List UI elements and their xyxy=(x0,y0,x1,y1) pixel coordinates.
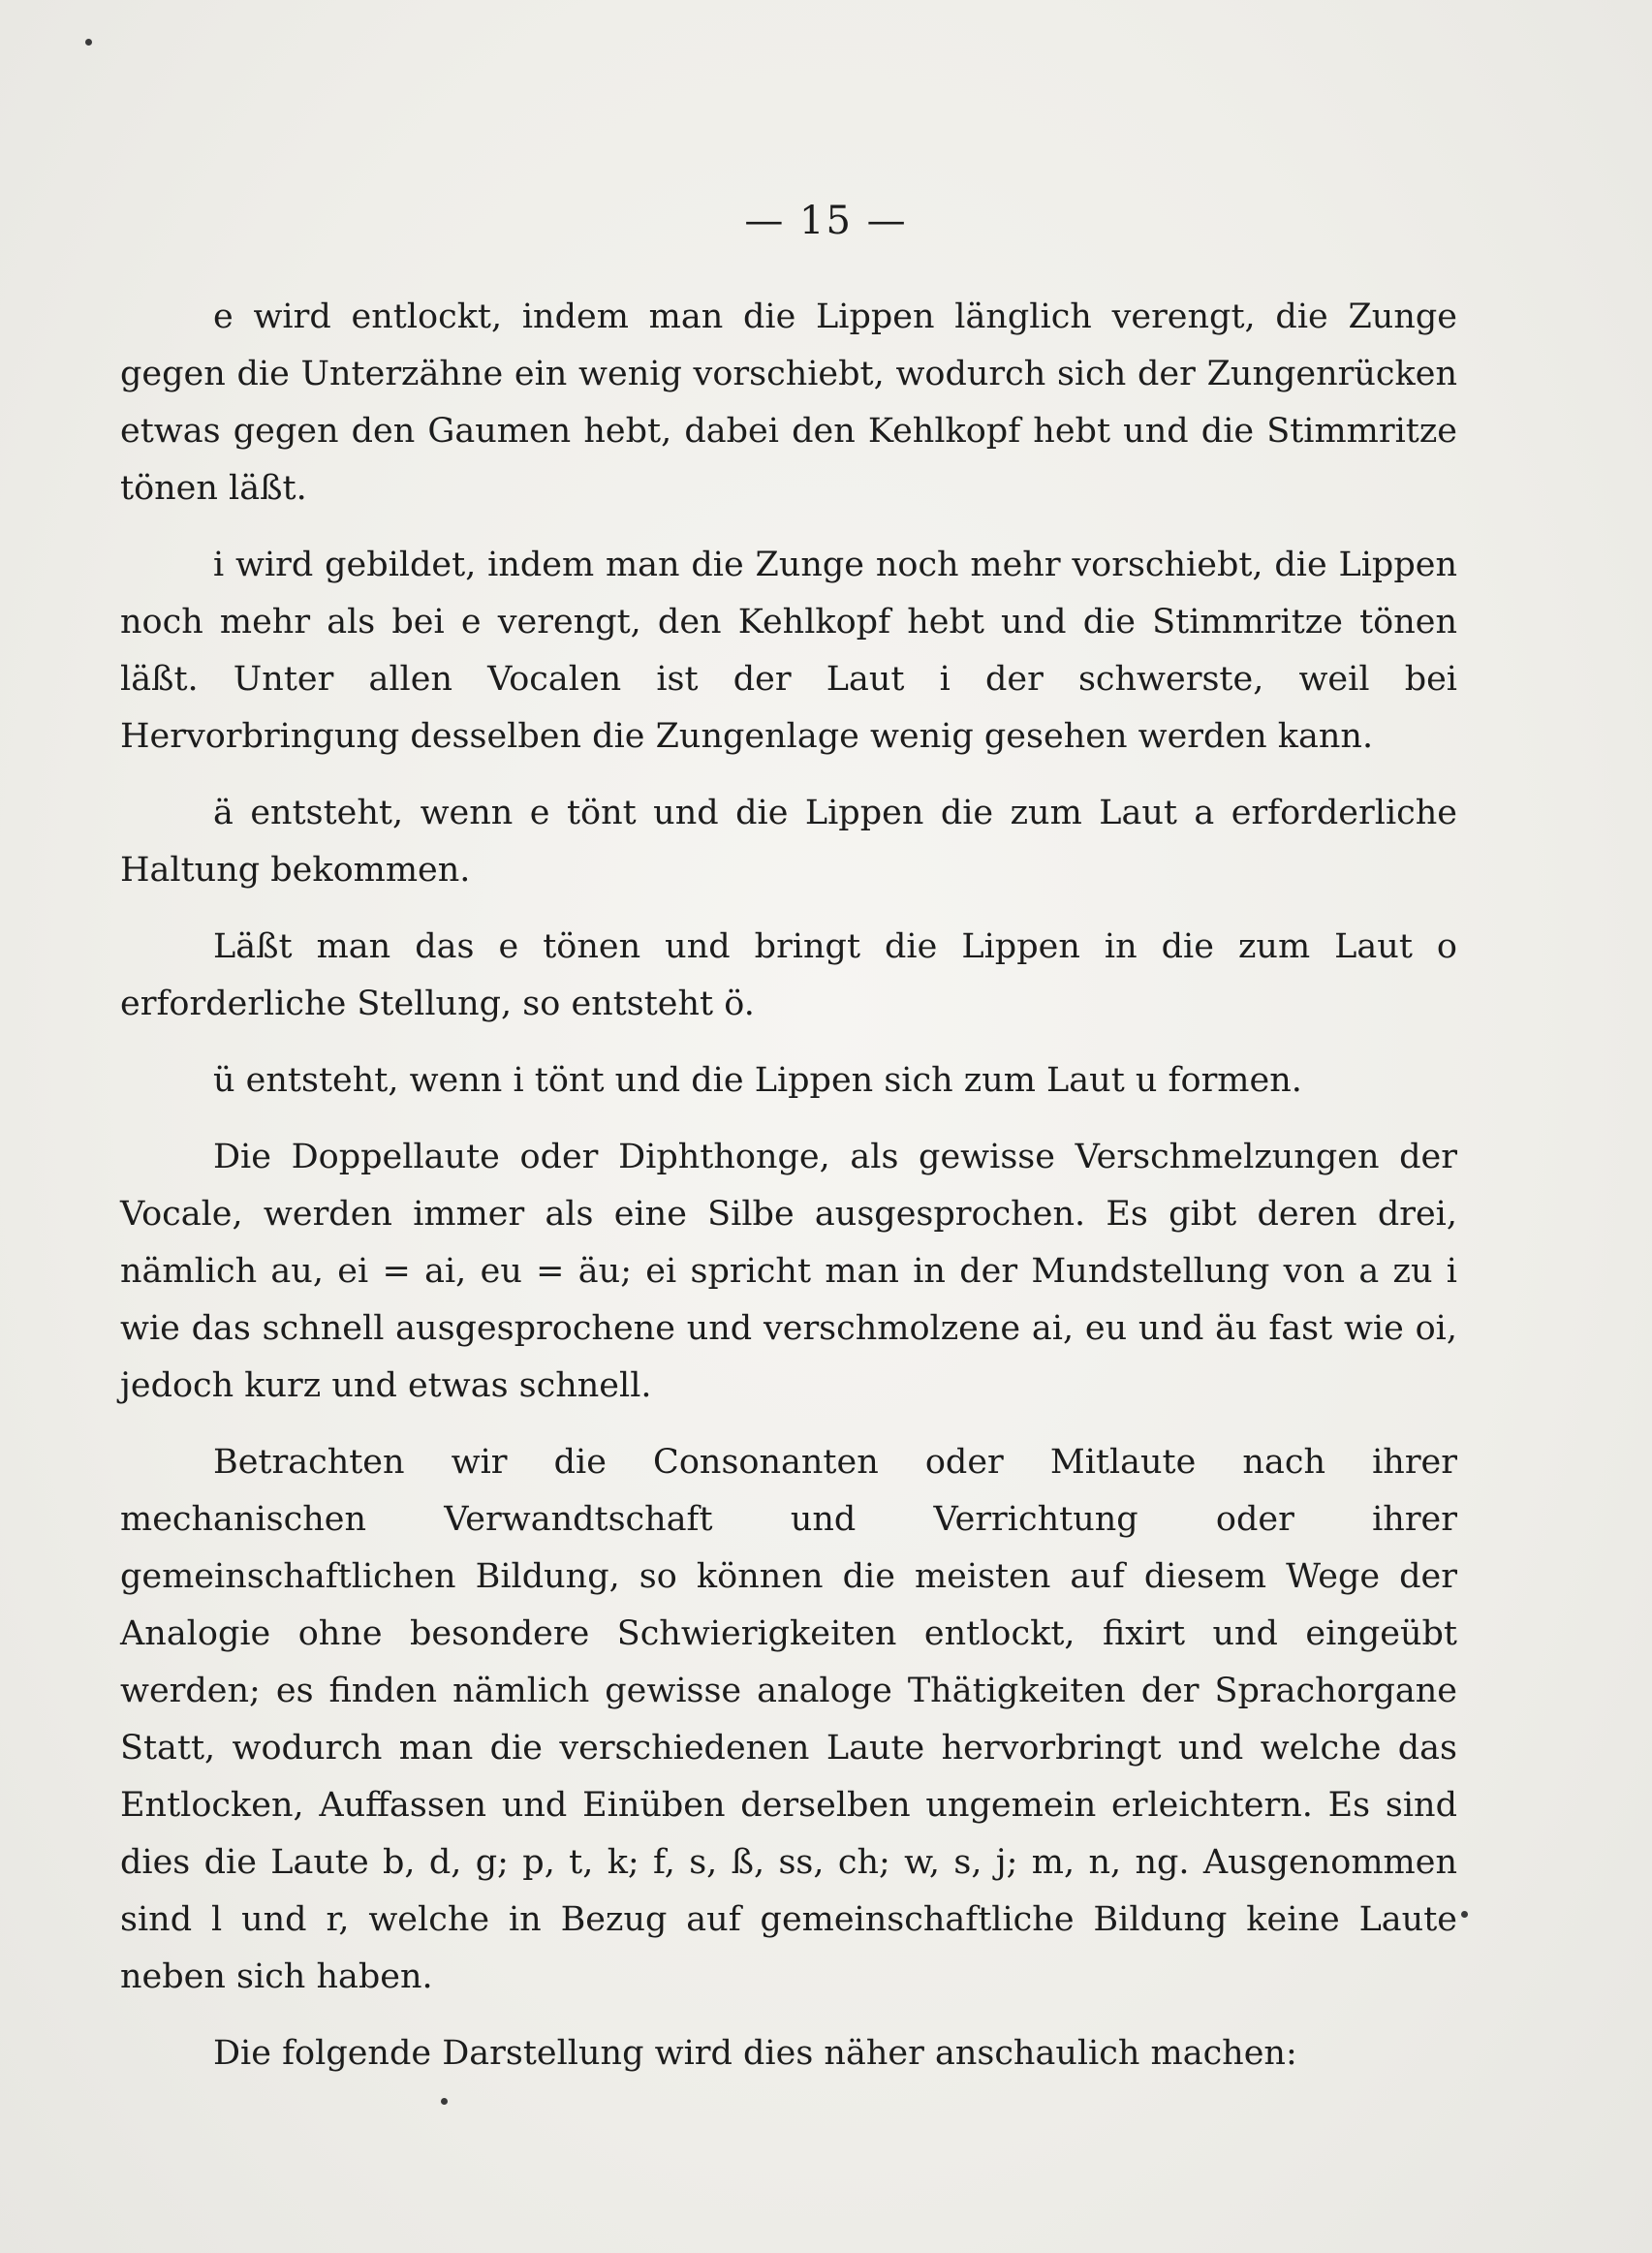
paper-speck xyxy=(441,2098,448,2105)
paragraph-umlaut-o: Läßt man das e tönen und bringt die Lippen in die zum Laut o erforderliche Stellung, so entsteht ö. xyxy=(120,927,1457,1023)
paragraph-consonants: Betrachten wir die Consonanten oder Mitlaute nach ihrer mechanischen Verwandtschaft und Verrichtung oder ihrer gemeinschaftlichen Bildung, so können die meisten auf diesem Wege der Analogie ohne besondere Schwierigkeiten entlockt, fixirt und eingeübt werden; es finden nämlich gewisse analoge Thätigkeiten der Sprachorgane Statt, wodurch man die verschiedenen Laute hervorbringt und welche das Entlocken, Auffassen und Einüben derselben ungemein erleichtern. Es sind dies die Laute b, d, g; p, t, k; f, s, ß, ss, ch; w, s, j; m, n, ng. Ausgenommen sind l und r, welche in Bezug auf gemeinschaftliche Bildung keine Laute neben sich haben. xyxy=(120,1443,1457,1996)
paper-speck xyxy=(85,39,92,46)
paper-speck xyxy=(1461,1911,1468,1918)
body-text xyxy=(120,289,1457,2102)
paragraph-closing: Die folgende Darstellung wird dies näher anschaulich machen: xyxy=(213,2034,1297,2073)
paragraph-diphthongs: Die Doppellaute oder Diphthonge, als gewisse Verschmelzungen der Vocale, werden immer als eine Silbe ausgesprochen. Es gibt deren drei, nämlich au, ei = ai, eu = äu; ei spricht man in der Mundstellung von a zu i wie das schnell ausgesprochene und verschmolzene ai, eu und äu fast wie oi, jedoch kurz und etwas schnell. xyxy=(120,1138,1457,1405)
page-number: — 15 — xyxy=(744,199,908,243)
paragraph-umlaut-u: ü entsteht, wenn i tönt und die Lippen sich zum Laut u formen. xyxy=(213,1061,1302,1100)
paragraph-vowel-i: i wird gebildet, indem man die Zunge noch mehr vorschiebt, die Lippen noch mehr als bei e verengt, den Kehlkopf hebt und die Stimmritze tönen läßt. Unter allen Vocalen ist der Laut i der schwerste, weil bei Hervorbringung desselben die Zungenlage wenig gesehen werden kann. xyxy=(120,546,1457,756)
paragraph-vowel-e: e wird entlockt, indem man die Lippen länglich verengt, die Zunge gegen die Unterzähne ein wenig vorschiebt, wodurch sich der Zungenrücken etwas gegen den Gaumen hebt, dabei den Kehlkopf hebt und die Stimmritze tönen läßt. xyxy=(120,297,1457,508)
paragraph-umlaut-a: ä entsteht, wenn e tönt und die Lippen die zum Laut a erforderliche Haltung bekommen. xyxy=(120,794,1457,890)
